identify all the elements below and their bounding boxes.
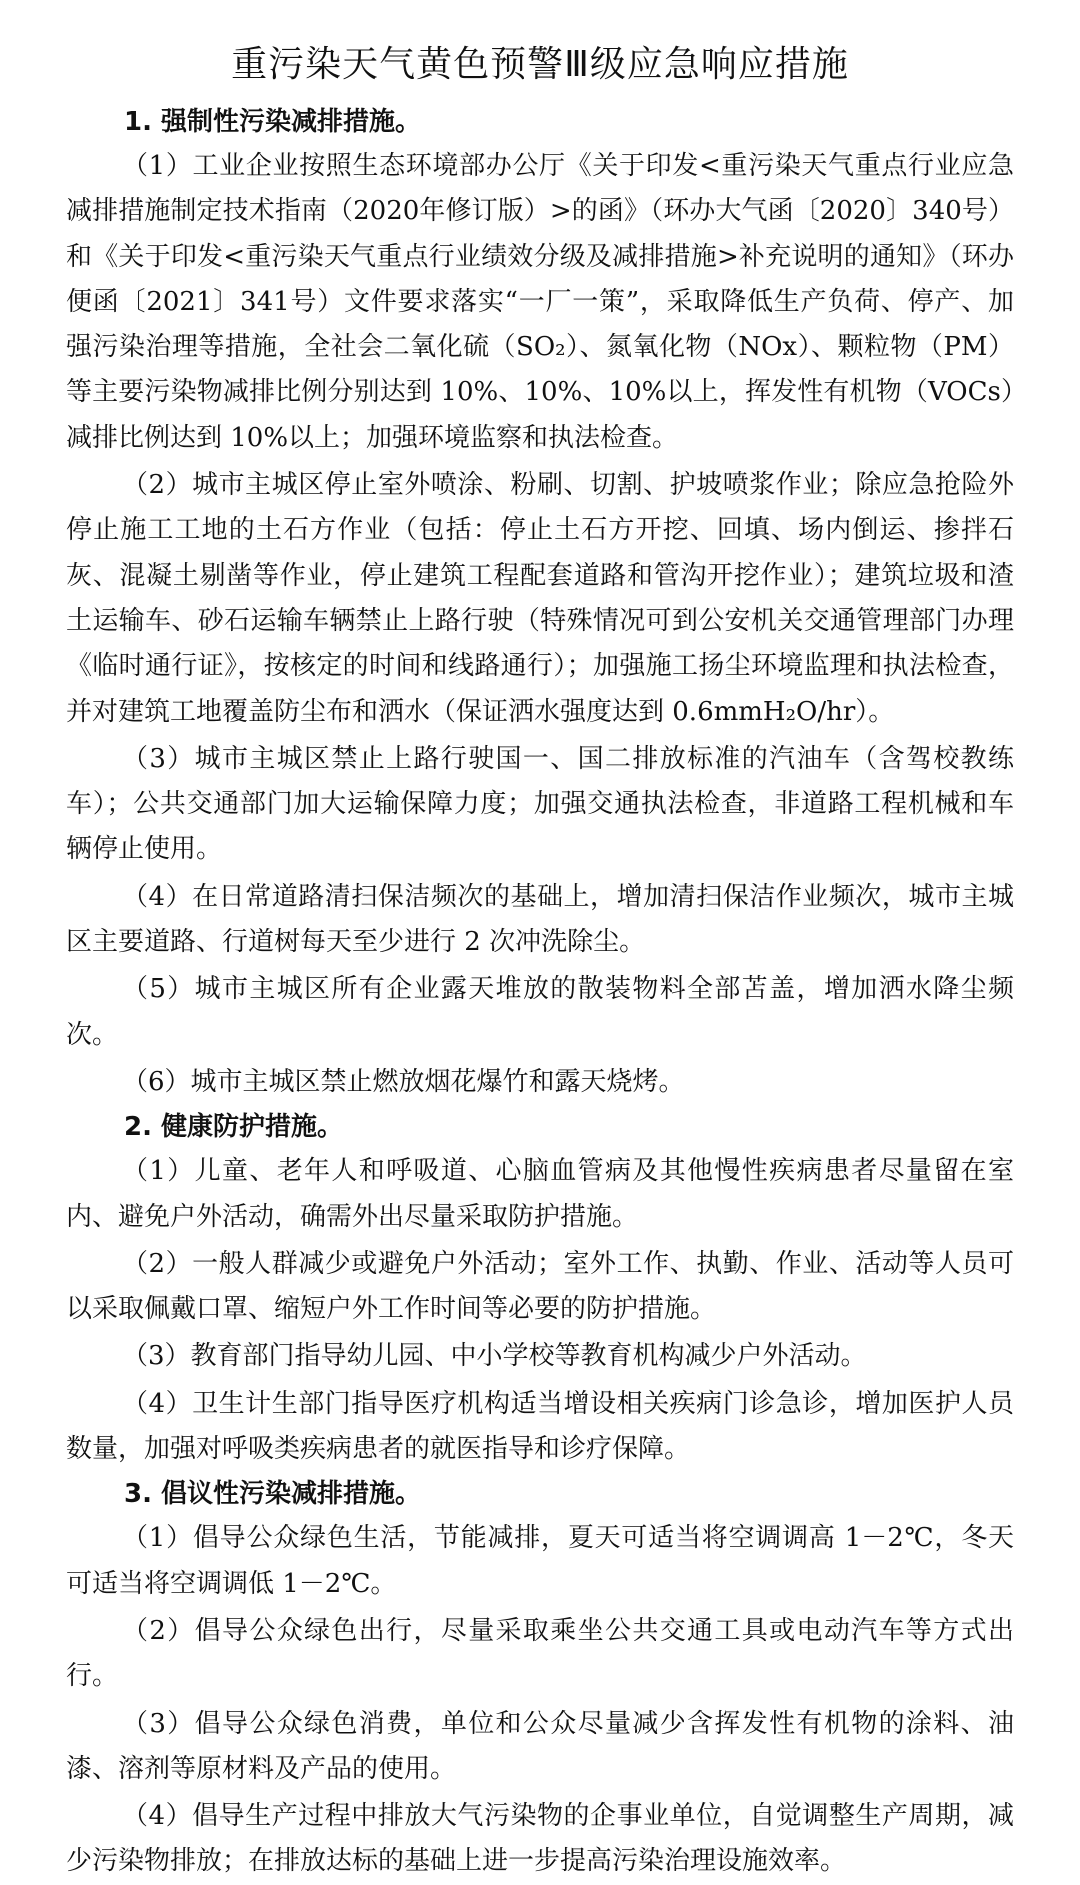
clause-paragraph: （5）城市主城区所有企业露天堆放的散装物料全部苫盖，增加洒水降尘频次。	[66, 974, 1014, 1050]
section-health-protection	[66, 1105, 1014, 1472]
clause-paragraph: （4）在日常道路清扫保洁频次的基础上，增加清扫保洁作业频次，城市主城区主要道路、行道树每天至少进行 2 次冲洗除尘。	[66, 881, 1014, 958]
section-heading: 3. 倡议性污染减排措施。	[124, 1479, 422, 1510]
clause-paragraph: （3）城市主城区禁止上路行驶国一、国二排放标准的汽油车（含驾校教练车）；公共交通部门加大运输保障力度；加强交通执法检查，非道路工程机械和车辆停止使用。	[66, 743, 1014, 865]
clause-paragraph: （1）儿童、老年人和呼吸道、心脑血管病及其他慢性疾病患者尽量留在室内、避免户外活动，确需外出尽量采取防护措施。	[66, 1156, 1014, 1232]
section-mandatory-reduction	[66, 100, 1014, 1105]
clause-paragraph: （6）城市主城区禁止燃放烟花爆竹和露天烧烤。	[122, 1066, 685, 1097]
clause-paragraph: （1）倡导公众绿色生活，节能减排，夏天可适当将空调调高 1－2℃，冬天可适当将空调调低 1－2℃。	[66, 1523, 1014, 1599]
clause-paragraph: （2）城市主城区停止室外喷涂、粉刷、切割、护坡喷浆作业；除应急抢险外停止施工工地的土石方作业（包括：停止土石方开挖、回填、场内倒运、掺拌石灰、混凝土剔凿等作业，停止建筑工程配套道路和管沟开挖作业）；建筑垃圾和渣土运输车、砂石运输车辆禁止上路行驶（特殊情况可到公安机关交通管理部门办理《临时通行证》，按核定的时间和线路通行）；加强施工扬尘环境监理和执法检查，并对建筑工地覆盖防尘布和洒水（保证洒水强度达到 0.6mmH₂O/hr）。	[66, 470, 1014, 727]
section-heading: 2. 健康防护措施。	[124, 1112, 344, 1143]
section-advisory-reduction	[66, 1472, 1014, 1884]
clause-paragraph: （1）工业企业按照生态环境部办公厅《关于印发<重污染天气重点行业应急减排措施制定技术指南（2020年修订版）>的函》（环办大气函〔2020〕340号）和《关于印发<重污染天气重点行业绩效分级及减排措施>补充说明的通知》（环办便函〔2021〕341号）文件要求落实“一厂一策”，采取降低生产负荷、停产、加强污染治理等措施，全社会二氧化硫（SO₂）、氮氧化物（NOx）、颗粒物（PM）等主要污染物减排比例分别达到 10%、10%、10%以上，挥发性有机物（VOCs）减排比例达到 10%以上；加强环境监察和执法检查。	[66, 151, 1014, 453]
clause-paragraph: （4）倡导生产过程中排放大气污染物的企事业单位，自觉调整生产周期，减少污染物排放；在排放达标的基础上进一步提高污染治理设施效率。	[66, 1801, 1014, 1877]
clause-paragraph: （2）一般人群减少或避免户外活动；室外工作、执勤、作业、活动等人员可以采取佩戴口罩、缩短户外工作时间等必要的防护措施。	[66, 1248, 1014, 1325]
clause-paragraph: （3）教育部门指导幼儿园、中小学校等教育机构减少户外活动。	[122, 1341, 867, 1372]
section-heading: 1. 强制性污染减排措施。	[124, 107, 422, 137]
document-title: 重污染天气黄色预警Ⅲ级应急响应措施	[231, 44, 849, 85]
clause-paragraph: （2）倡导公众绿色出行，尽量采取乘坐公共交通工具或电动汽车等方式出行。	[66, 1615, 1014, 1692]
clause-paragraph: （3）倡导公众绿色消费，单位和公众尽量减少含挥发性有机物的涂料、油漆、溶剂等原材料及产品的使用。	[66, 1708, 1014, 1784]
clause-paragraph: （4）卫生计生部门指导医疗机构适当增设相关疾病门诊急诊，增加医护人员数量，加强对呼吸类疾病患者的就医指导和诊疗保障。	[66, 1388, 1014, 1465]
